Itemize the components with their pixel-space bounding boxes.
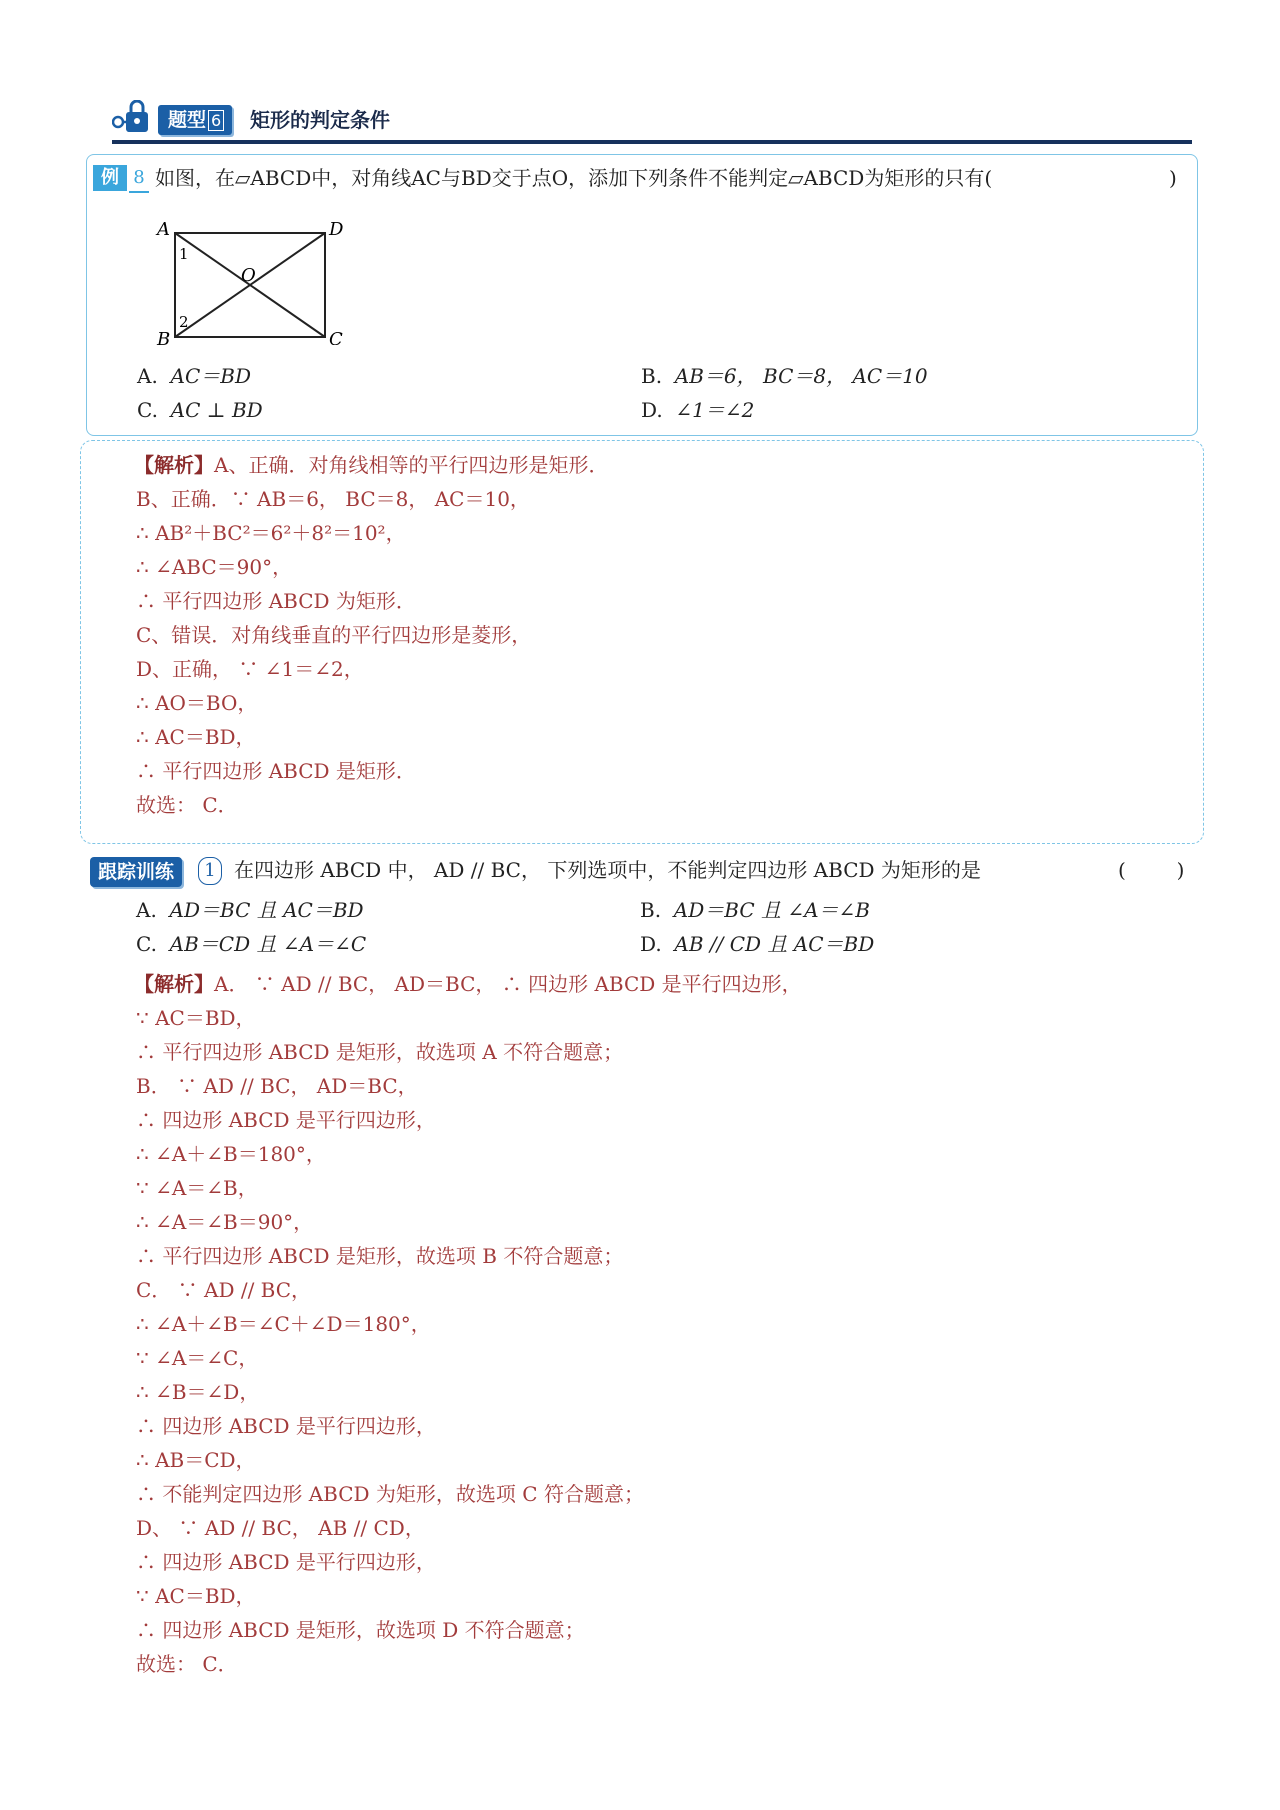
solution-line: ∴ 四边形 ABCD 是平行四边形， [136, 1414, 436, 1438]
answer-paren-close: ) [1169, 166, 1177, 190]
track-option-a[interactable] [136, 895, 364, 925]
solution-line: ∴ 不能判定四边形 ABCD 为矩形，故选项 C 符合题意； [136, 1482, 644, 1506]
track-option-a-letter: A. [136, 898, 157, 922]
solution-line: ∴ 平行四边形 ABCD 是矩形． [136, 759, 416, 783]
solution-line [134, 969, 802, 999]
solution-line: ∵ AC＝BD， [136, 1584, 256, 1608]
solution-line: ∴ 四边形 ABCD 是矩形，故选项 D 不符合题意； [136, 1618, 585, 1642]
solution-line: ∴ 四边形 ABCD 是平行四边形， [136, 1108, 436, 1132]
header-divider [112, 140, 1192, 144]
angle-2-label: 2 [179, 313, 189, 331]
solution-line: B． ∵ AD // BC， AD＝BC， [136, 1074, 418, 1098]
solution-tag: 【解析】 [134, 453, 214, 477]
solution-line: ∴ ∠B＝∠D， [136, 1380, 260, 1404]
option-b-letter: B. [641, 364, 663, 388]
solution-line: 故选： C． [136, 793, 238, 817]
example-box [86, 154, 1198, 436]
option-d-text: ∠1＝∠2 [675, 398, 755, 422]
tracking-question: 在四边形 ABCD 中， AD // BC， 下列选项中，不能判定四边形 ABCD 为矩形的是 [234, 858, 981, 882]
option-a[interactable] [137, 361, 251, 391]
type-number: 6 [208, 110, 224, 131]
track-option-d-letter: D. [640, 932, 662, 956]
track-option-c[interactable] [136, 929, 366, 959]
solution-line: ∵ ∠A＝∠C， [136, 1346, 259, 1370]
track-option-d[interactable] [640, 929, 874, 959]
type-badge [158, 105, 232, 135]
track-option-b-text: AD＝BC 且 ∠A＝∠B [673, 898, 871, 922]
solution-line: ∴ 平行四边形 ABCD 是矩形，故选项 A 不符合题意； [136, 1040, 624, 1064]
solution-line: ∴ 平行四边形 ABCD 是矩形，故选项 B 不符合题意； [136, 1244, 624, 1268]
solution-line: ∵ AC＝BD， [136, 1006, 256, 1030]
tracking-badge: 跟踪训练 [90, 857, 182, 887]
track-option-b-letter: B. [640, 898, 662, 922]
label-d: D [329, 219, 344, 240]
solution-line: ∴ ∠A＋∠B＝180°， [136, 1142, 326, 1166]
parallelogram-figure [153, 205, 383, 345]
option-d-letter: D. [641, 398, 663, 422]
section-title: 矩形的判定条件 [250, 108, 390, 132]
solution-line: D、 ∵ AD // BC， AB // CD， [136, 1516, 425, 1540]
solution-tag: 【解析】 [134, 972, 214, 996]
angle-1-label: 1 [179, 245, 189, 263]
track-option-a-text: AD＝BC 且 AC＝BD [169, 898, 364, 922]
section-header [112, 96, 1192, 146]
track-option-b[interactable] [640, 895, 870, 925]
solution-text: A、正确．对角线相等的平行四边形是矩形． [214, 453, 609, 477]
solution-line: ∴ AC＝BD， [136, 725, 256, 749]
label-c: C [329, 329, 343, 345]
solution-line: 故选： C． [136, 1652, 238, 1676]
option-a-letter: A. [137, 364, 158, 388]
type-label: 题型 [168, 109, 207, 131]
solution-line: ∴ AB＝CD， [136, 1448, 256, 1472]
tracking-number: 1 [198, 857, 222, 885]
solution-text: A． ∵ AD // BC， AD＝BC， ∴ 四边形 ABCD 是平行四边形， [214, 972, 802, 996]
solution-line: ∵ ∠A＝∠B， [136, 1176, 258, 1200]
option-c-letter: C. [137, 398, 158, 422]
option-c-text: AC ⊥ BD [170, 398, 263, 422]
solution-line: ∴ AO＝BO， [136, 691, 258, 715]
option-d[interactable] [641, 395, 754, 425]
solution-line: C、错误．对角线垂直的平行四边形是菱形， [136, 623, 532, 647]
solution-line: D、正确， ∵ ∠1＝∠2， [136, 657, 364, 681]
example-number: 8 [129, 165, 149, 193]
solution-line [134, 450, 608, 480]
label-b: B [157, 329, 171, 345]
track-option-c-text: AB＝CD 且 ∠A＝∠C [169, 932, 367, 956]
track-option-d-text: AB // CD 且 AC＝BD [674, 932, 875, 956]
option-b-text: AB＝6， BC＝8， AC＝10 [674, 364, 928, 388]
lock-icon [112, 100, 152, 136]
answer-paren: ( ) [1118, 858, 1185, 882]
option-c[interactable] [137, 395, 263, 425]
option-a-text: AC＝BD [170, 364, 252, 388]
solution-line: ∴ ∠A＝∠B＝90°， [136, 1210, 314, 1234]
solution-line: ∴ AB²＋BC²＝6²＋8²＝10²， [136, 521, 406, 545]
solution-line: ∴ ∠A＋∠B＝∠C＋∠D＝180°， [136, 1312, 431, 1336]
solution-line: ∴ ∠ABC＝90°， [136, 555, 293, 579]
label-a: A [157, 219, 170, 240]
solution-line: C． ∵ AD // BC， [136, 1278, 312, 1302]
option-b[interactable] [641, 361, 928, 391]
example-question: 如图，在▱ABCD中，对角线AC与BD交于点O，添加下列条件不能判定▱ABCD为矩形的只有( [155, 166, 993, 190]
example-badge: 例 [93, 165, 127, 191]
solution-line: ∴ 平行四边形 ABCD 为矩形． [136, 589, 416, 613]
solution-line: B、正确．∵ AB＝6， BC＝8， AC＝10， [136, 487, 530, 511]
label-o: O [241, 265, 256, 286]
solution-line: ∴ 四边形 ABCD 是平行四边形， [136, 1550, 436, 1574]
track-option-c-letter: C. [136, 932, 157, 956]
